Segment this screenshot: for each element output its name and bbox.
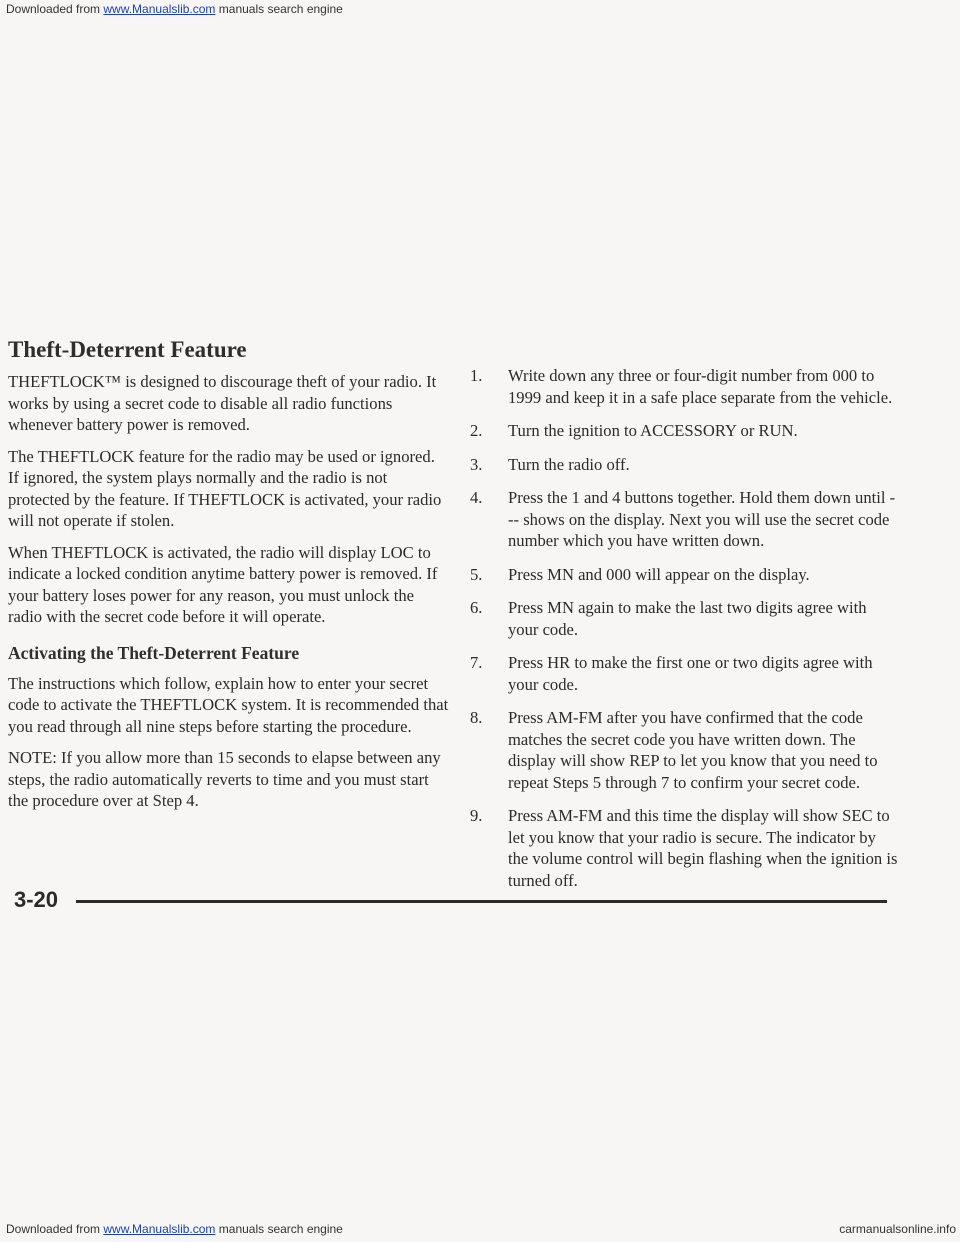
step-item: 2. Turn the ignition to ACCESSORY or RUN.	[470, 421, 798, 440]
step-item: 4. Press the 1 and 4 buttons together. Hold them down until --- shows on the display. Next you will use the secret code number which you have written down.	[470, 488, 896, 550]
manualslib-link[interactable]: www.Manualslib.com	[103, 2, 216, 16]
step-item: 5. Press MN and 000 will appear on the display.	[470, 564, 810, 584]
step-item: 3. Turn the radio off.	[470, 454, 630, 474]
paragraph-note: NOTE: If you allow more than 15 seconds to elapse between any steps, the radio automatically reverts to time and you must start the procedure over at Step 4.	[8, 748, 441, 810]
steps-list	[470, 365, 900, 891]
step-item: 8. Press AM-FM after you have confirmed that the code matches the secret code you have written down. The display will show REP to let you know that you need to repeat Steps 5 through 7 to confirm your secret code.	[470, 708, 878, 792]
footer-rule	[76, 900, 887, 903]
page-number: 3-20	[14, 887, 59, 912]
left-column	[8, 337, 450, 822]
section-title: Theft-Deterrent Feature	[8, 337, 247, 362]
step-item: 1. Write down any three or four-digit number from 000 to 1999 and keep it in a safe place separate from the vehicle.	[470, 366, 893, 407]
step-item: 7. Press HR to make the first one or two digits agree with your code.	[470, 653, 873, 694]
step-item: 6. Press MN again to make the last two digits agree with your code.	[470, 598, 867, 639]
paragraph-instructions: The instructions which follow, explain how to enter your secret code to activate the THEFTLOCK system. It is recommended that you read through all nine steps before starting the procedure.	[8, 673, 449, 736]
manualslib-footer-link[interactable]: www.Manualslib.com	[103, 1222, 216, 1236]
paragraph-loc: When THEFTLOCK is activated, the radio will display LOC to indicate a locked condition anytime battery power is removed. If your battery loses power for any reason, you must unlock the radio with the secret code before it will operate.	[8, 542, 438, 626]
paragraph-usage: The THEFTLOCK feature for the radio may be used or ignored. If ignored, the system plays normally and the radio is not protected by the feature. If THEFTLOCK is activated, your radio will not operate if stolen.	[8, 446, 442, 530]
right-column	[470, 365, 900, 903]
step-item: 9. Press AM-FM and this time the display will show SEC to let you know that your radio is secure. The indicator by the volume control will begin flashing when the ignition is turned off.	[470, 806, 898, 890]
download-footer: Downloaded from www.Manualslib.com manuals search engine	[6, 1222, 343, 1236]
subsection-title: Activating the Theft-Deterrent Feature	[8, 642, 300, 663]
download-header: Downloaded from www.Manualslib.com manuals search engine	[6, 2, 343, 16]
watermark: carmanualsonline.info	[839, 1222, 956, 1236]
paragraph-intro: THEFTLOCK™ is designed to discourage theft of your radio. It works by using a secret code to disable all radio functions whenever battery power is removed.	[8, 372, 437, 434]
